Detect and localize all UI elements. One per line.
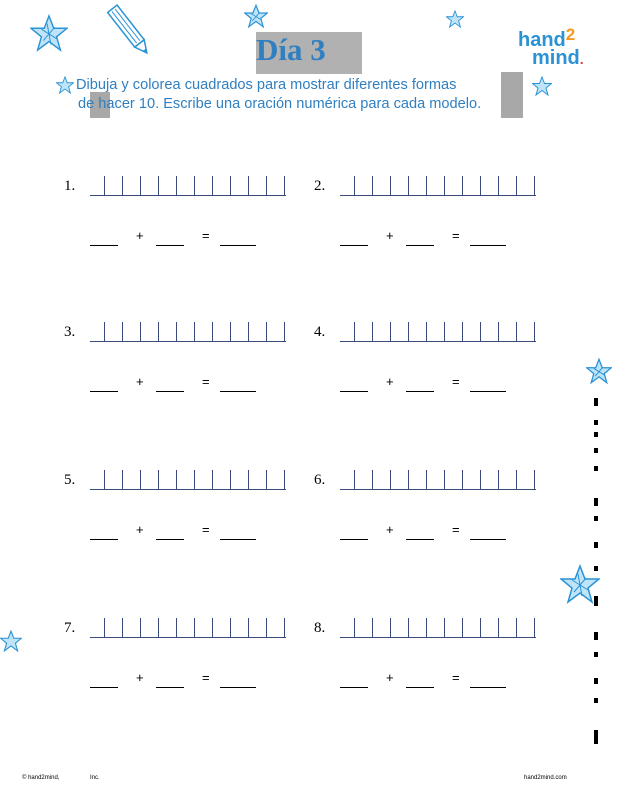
ten-frame-divider [372, 176, 373, 196]
addend-1-blank[interactable] [340, 245, 368, 246]
ten-frame-divider [284, 618, 285, 638]
ten-frame-divider [408, 322, 409, 342]
ten-frame-divider [104, 176, 105, 196]
ten-frame-divider [248, 322, 249, 342]
ten-frame-divider [284, 176, 285, 196]
plus-sign: + [136, 522, 144, 537]
ten-frame[interactable] [340, 618, 536, 638]
ten-frame-divider [534, 618, 535, 638]
ten-frame-divider [176, 470, 177, 490]
ten-frame-divider [444, 470, 445, 490]
sum-blank[interactable] [220, 245, 256, 246]
problem-item [314, 322, 544, 412]
problem-item [314, 470, 544, 560]
sum-blank[interactable] [470, 539, 506, 540]
ten-frame-divider [212, 470, 213, 490]
number-sentence [90, 524, 290, 540]
problem-number: 3. [64, 324, 76, 340]
ten-frame[interactable] [90, 176, 286, 196]
ten-frame-divider [534, 322, 535, 342]
margin-marks [592, 398, 602, 748]
ten-frame-baseline [90, 489, 286, 490]
ten-frame-divider [230, 470, 231, 490]
ten-frame-divider [212, 176, 213, 196]
addend-1-blank[interactable] [340, 687, 368, 688]
footer-site: hand2mind.com [524, 775, 567, 781]
ten-frame-divider [462, 176, 463, 196]
logo-text-mind: mind [532, 47, 580, 69]
ten-frame-divider [266, 618, 267, 638]
sum-blank[interactable] [220, 687, 256, 688]
ten-frame-divider [266, 322, 267, 342]
ten-frame-divider [230, 322, 231, 342]
problem-item [314, 176, 544, 266]
instructions [76, 76, 536, 114]
star-icon [446, 10, 464, 28]
ten-frame-baseline [90, 637, 286, 638]
ten-frame-divider [354, 618, 355, 638]
ten-frame-divider [462, 618, 463, 638]
ten-frame-divider [194, 618, 195, 638]
ten-frame-divider [212, 322, 213, 342]
ten-frame-divider [426, 618, 427, 638]
ten-frame-divider [516, 618, 517, 638]
equals-sign: = [202, 228, 210, 243]
ten-frame-divider [194, 470, 195, 490]
problem-item [314, 618, 544, 708]
sum-blank[interactable] [470, 245, 506, 246]
instructions-line-2: de hacer 10. Escribe una oración numérica para cada modelo. [78, 96, 482, 112]
number-sentence [90, 376, 290, 392]
star-icon [30, 14, 68, 52]
ten-frame-divider [158, 322, 159, 342]
ten-frame-divider [176, 618, 177, 638]
ten-frame-divider [140, 322, 141, 342]
ten-frame-divider [354, 322, 355, 342]
ten-frame-divider [354, 176, 355, 196]
ten-frame-divider [534, 176, 535, 196]
ten-frame-divider [354, 470, 355, 490]
ten-frame-divider [498, 322, 499, 342]
ten-frame-divider [426, 176, 427, 196]
ten-frame-divider [516, 176, 517, 196]
addend-1-blank[interactable] [90, 245, 118, 246]
problem-number: 7. [64, 620, 76, 636]
ten-frame-divider [516, 470, 517, 490]
ten-frame-divider [158, 618, 159, 638]
addend-2-blank[interactable] [156, 687, 184, 688]
addend-1-blank[interactable] [340, 391, 368, 392]
number-sentence [90, 672, 290, 688]
ten-frame-divider [122, 176, 123, 196]
ten-frame-divider [480, 322, 481, 342]
footer-inc: Inc. [90, 775, 100, 781]
ten-frame-divider [176, 176, 177, 196]
ten-frame-divider [194, 322, 195, 342]
sum-blank[interactable] [220, 539, 256, 540]
ten-frame-divider [122, 618, 123, 638]
ten-frame-divider [444, 176, 445, 196]
logo-text-hand: hand [518, 29, 566, 51]
plus-sign: + [386, 374, 394, 389]
equals-sign: = [452, 522, 460, 537]
ten-frame-divider [284, 470, 285, 490]
sum-blank[interactable] [470, 687, 506, 688]
ten-frame-divider [140, 470, 141, 490]
equals-sign: = [202, 522, 210, 537]
ten-frame-divider [248, 618, 249, 638]
sum-blank[interactable] [470, 391, 506, 392]
ten-frame-divider [372, 322, 373, 342]
ten-frame-baseline [340, 489, 536, 490]
ten-frame-divider [122, 470, 123, 490]
ten-frame-divider [390, 176, 391, 196]
addend-1-blank[interactable] [340, 539, 368, 540]
ten-frame-baseline [340, 637, 536, 638]
addend-2-blank[interactable] [156, 245, 184, 246]
ten-frame-divider [158, 470, 159, 490]
instructions-line-1: Dibuja y colorea cuadrados para mostrar diferentes formas [76, 77, 457, 93]
ten-frame[interactable] [340, 322, 536, 342]
equals-sign: = [452, 228, 460, 243]
ten-frame-divider [248, 176, 249, 196]
pencil-icon [104, 0, 158, 62]
ten-frame-divider [176, 322, 177, 342]
equals-sign: = [202, 670, 210, 685]
ten-frame-divider [104, 322, 105, 342]
plus-sign: + [386, 228, 394, 243]
equals-sign: = [452, 670, 460, 685]
number-sentence [90, 230, 290, 246]
ten-frame-divider [230, 176, 231, 196]
ten-frame-divider [498, 618, 499, 638]
ten-frame[interactable] [340, 470, 536, 490]
plus-sign: + [386, 522, 394, 537]
ten-frame-divider [140, 176, 141, 196]
ten-frame-divider [266, 176, 267, 196]
ten-frame-divider [122, 322, 123, 342]
ten-frame-divider [408, 176, 409, 196]
number-sentence [340, 524, 540, 540]
ten-frame-divider [158, 176, 159, 196]
ten-frame-divider [534, 470, 535, 490]
logo-text-two: 2 [565, 25, 576, 44]
star-icon [586, 358, 612, 384]
problem-number: 8. [314, 620, 326, 636]
ten-frame-divider [426, 322, 427, 342]
number-sentence [340, 672, 540, 688]
addend-2-blank[interactable] [406, 539, 434, 540]
problem-number: 1. [64, 178, 76, 194]
number-sentence [340, 376, 540, 392]
ten-frame-divider [140, 618, 141, 638]
addend-2-blank[interactable] [406, 687, 434, 688]
problem-item [64, 470, 294, 560]
equals-sign: = [202, 374, 210, 389]
addend-1-blank[interactable] [90, 539, 118, 540]
footer-copyright: © hand2mind, [22, 775, 60, 781]
star-icon [244, 4, 268, 28]
ten-frame-divider [230, 618, 231, 638]
ten-frame-divider [212, 618, 213, 638]
ten-frame-baseline [340, 195, 536, 196]
addend-1-blank[interactable] [90, 391, 118, 392]
plus-sign: + [136, 670, 144, 685]
ten-frame-divider [194, 176, 195, 196]
ten-frame-divider [480, 618, 481, 638]
ten-frame-divider [266, 470, 267, 490]
ten-frame-divider [462, 470, 463, 490]
ten-frame-baseline [340, 341, 536, 342]
sum-blank[interactable] [220, 391, 256, 392]
hand2mind-logo [518, 26, 598, 70]
ten-frame-divider [408, 618, 409, 638]
ten-frame-divider [390, 322, 391, 342]
ten-frame-divider [462, 322, 463, 342]
ten-frame-divider [408, 470, 409, 490]
problem-item [64, 322, 294, 412]
addend-1-blank[interactable] [90, 687, 118, 688]
ten-frame-divider [444, 618, 445, 638]
addend-2-blank[interactable] [156, 539, 184, 540]
addend-2-blank[interactable] [406, 391, 434, 392]
ten-frame-divider [390, 618, 391, 638]
ten-frame[interactable] [340, 176, 536, 196]
ten-frame-divider [390, 470, 391, 490]
ten-frame-divider [104, 470, 105, 490]
ten-frame-divider [284, 322, 285, 342]
addend-2-blank[interactable] [406, 245, 434, 246]
ten-frame-divider [498, 176, 499, 196]
ten-frame-divider [480, 470, 481, 490]
ten-frame-divider [248, 470, 249, 490]
ten-frame-baseline [90, 195, 286, 196]
ten-frame-divider [516, 322, 517, 342]
problem-item [64, 618, 294, 708]
problem-item [64, 176, 294, 266]
logo-text-dot: . [579, 51, 584, 67]
ten-frame-divider [498, 470, 499, 490]
number-sentence [340, 230, 540, 246]
plus-sign: + [136, 374, 144, 389]
ten-frame[interactable] [90, 618, 286, 638]
problem-number: 2. [314, 178, 326, 194]
problem-number: 6. [314, 472, 326, 488]
ten-frame[interactable] [90, 322, 286, 342]
plus-sign: + [136, 228, 144, 243]
star-icon [0, 630, 22, 652]
ten-frame-divider [372, 470, 373, 490]
addend-2-blank[interactable] [156, 391, 184, 392]
ten-frame-divider [104, 618, 105, 638]
problem-number: 5. [64, 472, 76, 488]
equals-sign: = [452, 374, 460, 389]
ten-frame-divider [480, 176, 481, 196]
star-icon [56, 76, 74, 94]
plus-sign: + [386, 670, 394, 685]
ten-frame-baseline [90, 341, 286, 342]
page-title [256, 32, 326, 72]
page-title-text: Día 3 [256, 32, 326, 67]
ten-frame-divider [426, 470, 427, 490]
ten-frame[interactable] [90, 470, 286, 490]
ten-frame-divider [444, 322, 445, 342]
problem-number: 4. [314, 324, 326, 340]
ten-frame-divider [372, 618, 373, 638]
